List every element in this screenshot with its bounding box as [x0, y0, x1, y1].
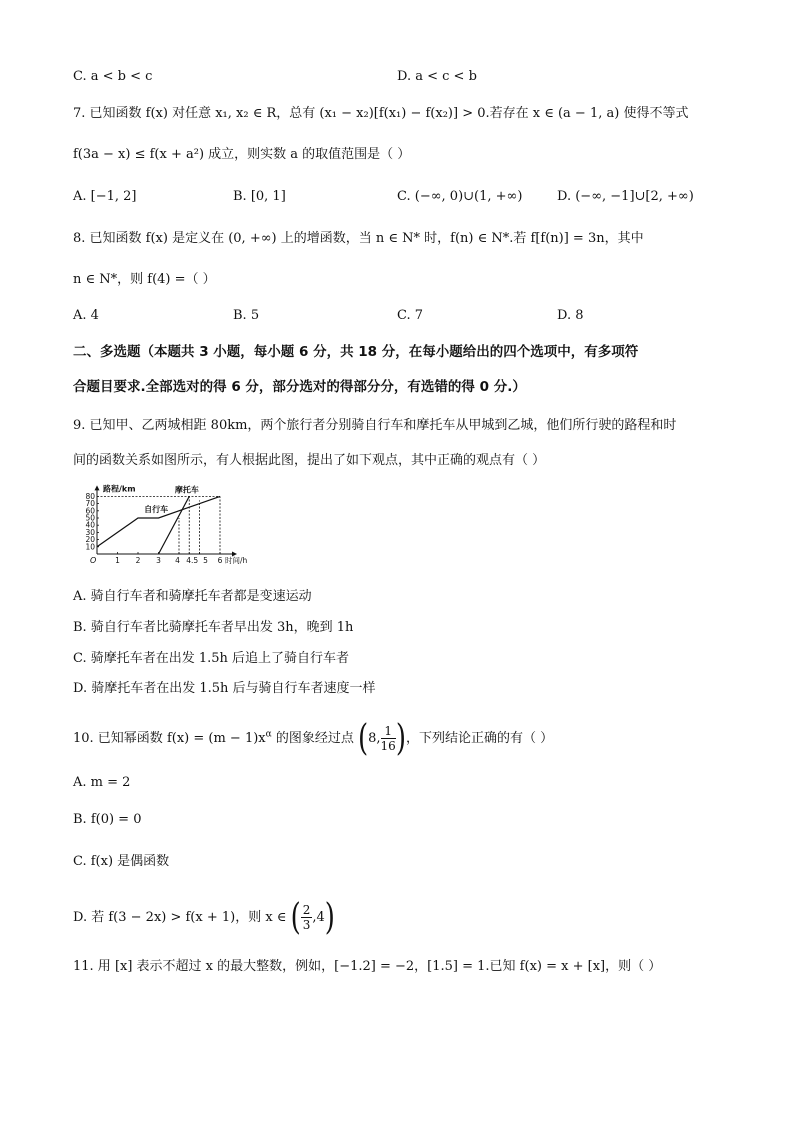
q10-option-d-pre: D. 若 f(3 − 2x) > f(x + 1)，则 x ∈	[73, 910, 291, 925]
y-axis-label: 路程/km	[103, 484, 136, 494]
q10-fraction-denominator: 16	[380, 739, 396, 753]
q7-option-c: C. (−∞, 0)∪(1, +∞)	[397, 189, 523, 204]
x-tick-label: 6	[217, 556, 223, 565]
x-tick-label: 5	[203, 556, 208, 565]
q10-stem	[73, 717, 554, 760]
q10-d-denominator: 3	[302, 918, 311, 932]
q9-stem-line1: 9. 已知甲、乙两城相距 80km，两个旅行者分别骑自行车和摩托车从甲城到乙城，他们所行驶的路程和时	[73, 418, 677, 433]
q10-fraction-numerator: 1	[381, 724, 396, 739]
q7-option-d: D. (−∞, −1]∪[2, +∞)	[557, 189, 694, 204]
paren-open: (	[357, 717, 369, 760]
chart-labels	[90, 483, 248, 565]
q10-option-a: A. m = 2	[73, 775, 131, 790]
q7-option-a: A. [−1, 2]	[73, 189, 137, 204]
q10-option-c: C. f(x) 是偶函数	[73, 854, 170, 869]
y-tick-label: 70	[85, 499, 95, 509]
q9-option-a: A. 骑自行车者和骑摩托车者都是变速运动	[73, 589, 312, 604]
x-tick-label: 4	[175, 556, 180, 565]
q7-option-b: B. [0, 1]	[233, 189, 286, 204]
q10-point-x: 8,	[368, 731, 381, 746]
q10-exponent: α	[265, 729, 272, 740]
paren-open: (	[290, 896, 301, 939]
x-tick-label: 3	[156, 556, 161, 565]
q9-option-b: B. 骑自行车者比骑摩托车者早出发 3h，晚到 1h	[73, 620, 354, 635]
y-tick-label: 30	[85, 527, 95, 537]
q7-stem-line2: f(3a − x) ≤ f(x + a²) 成立，则实数 a 的取值范围是（ ）	[73, 147, 411, 162]
q10-d-numerator: 2	[302, 903, 311, 917]
origin-label: O	[90, 556, 97, 565]
q10-option-d-fraction	[301, 903, 313, 932]
q8-option-b: B. 5	[233, 308, 260, 323]
q10-point-fraction	[381, 724, 396, 753]
y-tick-label: 50	[85, 513, 95, 523]
paren-close: )	[395, 717, 406, 760]
x-tick-label: 2	[135, 556, 141, 565]
q11-stem: 11. 用 [x] 表示不超过 x 的最大整数，例如，[−1.2] = −2，[1.5] = 1.已知 f(x) = x + [x]，则（ ）	[73, 959, 662, 974]
q9-option-d: D. 骑摩托车者在出发 1.5h 后与骑自行车者速度一样	[73, 681, 376, 696]
x-tick-label: 1	[115, 556, 120, 565]
q8-option-d: D. 8	[557, 308, 584, 323]
q10-stem-pre: 10. 已知幂函数 f(x) = (m − 1)x	[73, 731, 266, 746]
q6-option-c: C. a < b < c	[73, 69, 153, 84]
q8-option-a: A. 4	[73, 308, 99, 323]
y-axis-arrow	[95, 485, 100, 490]
q10-stem-post: ，下列结论正确的有（ ）	[405, 731, 554, 746]
x-axis-label: 时间/h	[225, 556, 248, 565]
y-tick-label: 60	[85, 506, 95, 516]
q10-option-d-post: ,4	[312, 910, 325, 925]
q10-option-b: B. f(0) = 0	[73, 812, 142, 827]
paren-close: )	[324, 896, 335, 939]
bicycle-series-label: 自行车	[144, 505, 169, 514]
q10-option-d	[73, 896, 335, 939]
y-tick-label: 80	[85, 491, 95, 501]
q8-option-c: C. 7	[397, 308, 424, 323]
bicycle-series-line	[97, 496, 220, 546]
y-tick-label: 20	[85, 535, 95, 545]
q8-stem-line1: 8. 已知函数 f(x) 是定义在 (0, +∞) 上的增函数，当 n ∈ N* 时，f(n) ∈ N*.若 f[f(n)] = 3n，其中	[73, 231, 644, 246]
q9-stem-line2: 间的函数关系如图所示，有人根据此图，提出了如下观点，其中正确的观点有（ ）	[73, 453, 546, 468]
section2-heading-line2: 合题目要求.全部选对的得 6 分，部分选对的得部分分，有选错的得 0 分.）	[73, 379, 526, 395]
q10-stem-mid: 的图象经过点	[271, 731, 358, 746]
q9-option-c: C. 骑摩托车者在出发 1.5h 后追上了骑自行车者	[73, 651, 350, 666]
motorcycle-series-label: 摩托车	[174, 485, 199, 495]
distance-time-chart	[83, 482, 288, 577]
q8-stem-line2: n ∈ N*，则 f(4) =（ ）	[73, 272, 216, 287]
x-tick-label: 4.5	[186, 556, 199, 565]
y-tick-label: 40	[85, 520, 95, 530]
q6-option-d: D. a < c < b	[397, 69, 477, 84]
y-tick-label: 10	[85, 542, 95, 552]
section2-heading-line1: 二、多选题（本题共 3 小题，每小题 6 分，共 18 分，在每小题给出的四个选项中，有多项符	[73, 344, 639, 360]
q7-stem-line1: 7. 已知函数 f(x) 对任意 x₁, x₂ ∈ R，总有 (x₁ − x₂)[f(x₁) − f(x₂)] > 0.若存在 x ∈ (a − 1, a) 使得不等式	[73, 106, 689, 121]
